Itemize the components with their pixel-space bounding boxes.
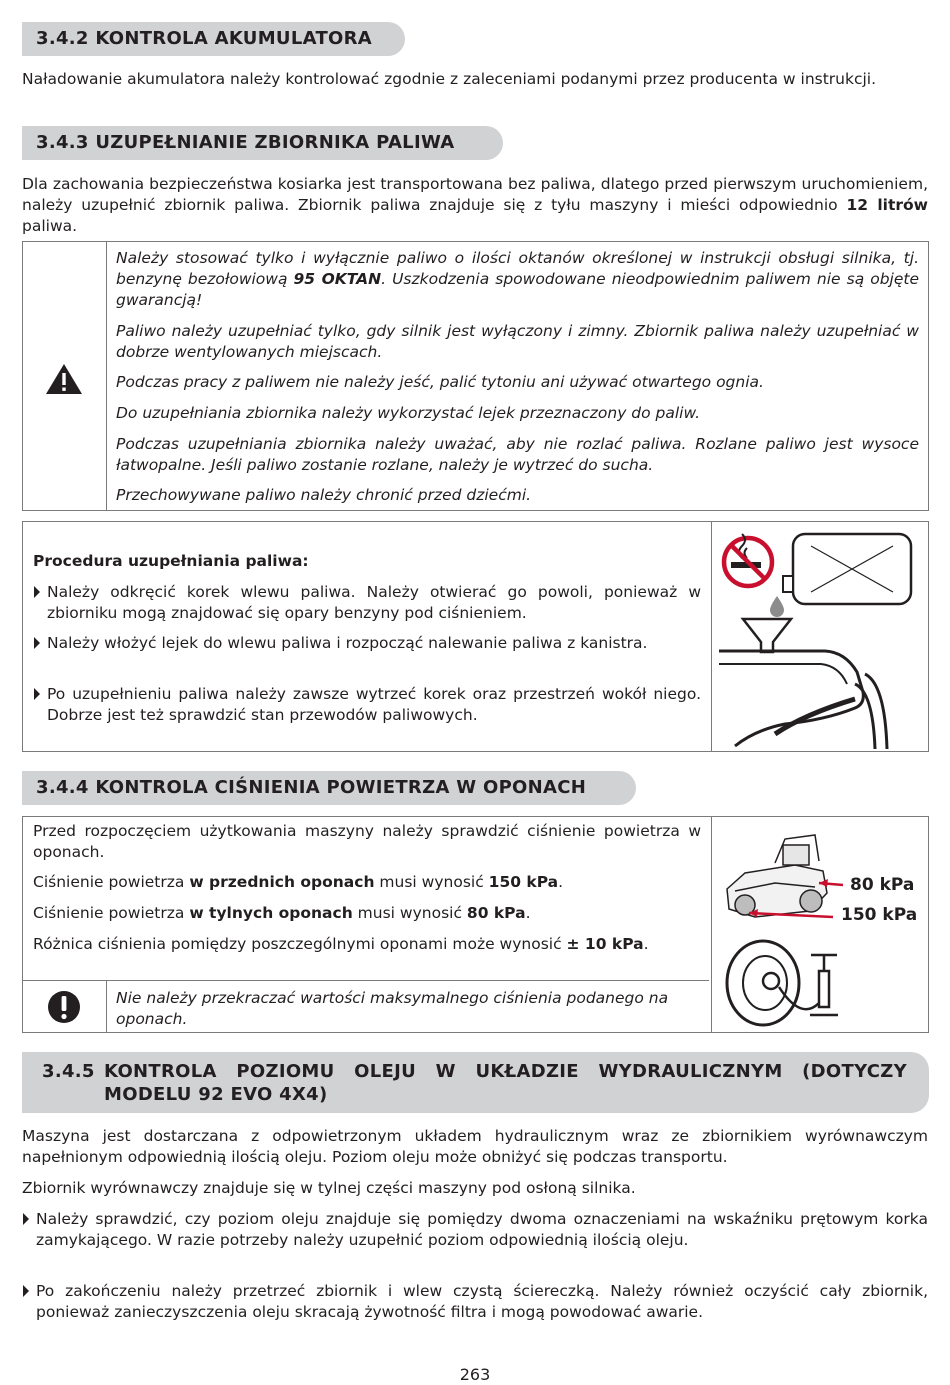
section-heading-3-4-4 xyxy=(22,771,636,805)
fuel-warning-box xyxy=(22,241,929,511)
emphasis-rear: w tylnych oponach xyxy=(189,904,353,922)
text-span: . xyxy=(558,873,564,891)
warning-no-fire: Podczas pracy z paliwem nie należy jeść, palić tytoniu ani używać otwartego ognia. xyxy=(116,373,764,391)
section-title: 3.4.2 KONTROLA AKUMULATORA xyxy=(36,28,373,49)
section-heading-3-4-5 xyxy=(22,1052,929,1113)
paragraph-fuel-intro xyxy=(22,174,928,237)
section-number: 3.4.5 xyxy=(42,1061,95,1082)
emphasis-tolerance: ± 10 kPa xyxy=(566,935,644,953)
section-title-line-2: MODELU 92 EVO 4X4) xyxy=(104,1084,328,1105)
procedure-step-2: Należy włożyć lejek do wlewu paliwa i rozpocząć nalewanie paliwa z kanistra. xyxy=(47,634,648,652)
hydraulic-step-1: Należy sprawdzić, czy poziom oleju znajduje się pomiędzy dwoma oznaczeniami na wskaźniku prętowym korka zamykającego. W razie potrzeby należy uzupełnić poziom odpowiednią ilością oleju. xyxy=(36,1210,928,1249)
tire-difference xyxy=(33,934,701,955)
column-divider xyxy=(106,242,107,510)
procedure-title: Procedura uzupełniania paliwa: xyxy=(33,552,309,570)
bullet-arrow-icon xyxy=(23,1213,29,1225)
emphasis-front-value: 150 kPa xyxy=(488,873,559,891)
section-title: 3.4.4 KONTROLA CIŚNIENIA POWIETRZA W OPONACH xyxy=(36,777,587,798)
bullet-arrow-icon xyxy=(34,688,40,700)
warning-octane xyxy=(116,248,919,311)
bullet-arrow-icon xyxy=(34,637,40,649)
wheel-icon xyxy=(727,941,799,1025)
rear-pressure-label: 80 kPa xyxy=(850,875,915,895)
paragraph-hydraulic-intro: Maszyna jest dostarczana z odpowietrzonym układem hydraulicznym wraz ze zbiornikiem wyrównawczym napełnionym odpowiednią ilością oleju. Poziom oleju może obniżyć się podczas transportu. xyxy=(22,1127,928,1166)
section-heading-3-4-3 xyxy=(22,126,503,160)
emphasis-capacity: 12 litrów xyxy=(846,196,928,214)
bullet-arrow-icon xyxy=(34,586,40,598)
paragraph-battery: Naładowanie akumulatora należy kontrolować zgodnie z zaleceniami podanymi przez producenta w instrukcji. xyxy=(22,70,877,88)
procedure-step-3: Po uzupełnieniu paliwa należy zawsze wytrzeć korek oraz przestrzeń wokół niego. Dobrze jest też sprawdzić stan przewodów paliwowych. xyxy=(47,685,701,724)
text-span: Ciśnienie powietrza xyxy=(33,873,190,891)
front-pressure-label: 150 kPa xyxy=(841,905,918,925)
no-smoking-icon xyxy=(724,534,772,586)
text-span: Ciśnienie powietrza xyxy=(33,904,190,922)
icon-divider xyxy=(106,980,107,1032)
section-title-line-1: KONTROLA POZIOMU OLEJU W UKŁADZIE WYDRAULICZNYM (DOTYCZY xyxy=(104,1061,907,1082)
emphasis-rear-value: 80 kPa xyxy=(466,904,526,922)
text-span: . Uszkodzenia spowodowane nieodpowiednim paliwem nie są objęte gwarancją! xyxy=(116,270,919,309)
text-span: musi wynosić xyxy=(374,873,489,891)
text-span: musi wynosić xyxy=(352,904,467,922)
section-heading-3-4-2 xyxy=(22,22,405,56)
row-divider xyxy=(23,980,709,981)
section-title: 3.4.3 UZUPEŁNIANIE ZBIORNIKA PALIWA xyxy=(36,132,455,153)
text-span: Różnica ciśnienia pomiędzy poszczególnymi oponami może wynosić xyxy=(33,935,567,953)
fuel-procedure-box xyxy=(22,521,929,752)
warning-engine-cold: Paliwo należy uzupełniać tylko, gdy silnik jest wyłączony i zimny. Zbiornik paliwa należy uzupełniać w dobrze wentylowanych miejscach. xyxy=(116,322,919,361)
text-span: . xyxy=(643,935,649,953)
warning-spill: Podczas uzupełniania zbiornika należy uważać, aby nie rozlać paliwa. Rozlane paliwo jest wysoce łatwopalne. Jeśli paliwo zostanie rozlane, należy je wytrzeć do sucha. xyxy=(116,435,919,474)
refueling-illustration xyxy=(715,524,925,749)
tire-rear-pressure xyxy=(33,903,701,924)
page-number: 263 xyxy=(459,1365,491,1384)
tractor-icon xyxy=(727,835,827,917)
warning-triangle-icon xyxy=(45,363,83,395)
tire-pressure-illustration xyxy=(715,821,925,1031)
tire-pressure-box xyxy=(22,816,929,1033)
tire-front-pressure xyxy=(33,872,701,893)
emphasis-octane: 95 OKTAN xyxy=(293,270,382,288)
exclamation-circle-icon xyxy=(47,990,81,1024)
bullet-arrow-icon xyxy=(23,1285,29,1297)
tire-intro: Przed rozpoczęciem użytkowania maszyny należy sprawdzić ciśnienie powietrza w oponach. xyxy=(33,822,701,861)
text-span: paliwa. xyxy=(22,217,78,235)
warning-funnel: Do uzupełniania zbiornika należy wykorzystać lejek przeznaczony do paliw. xyxy=(116,404,701,422)
text-span: Dla zachowania bezpieczeństwa kosiarka jest transportowana bez paliwa, dlatego przed pierwszym uruchomieniem, należy uzupełnić zbiornik paliwa. Zbiornik paliwa znajduje się z tyłu maszyny i mieści odpowiednio xyxy=(22,175,928,214)
warning-children: Przechowywane paliwo należy chronić przed dziećmi. xyxy=(116,486,532,504)
hydraulic-step-2: Po zakończeniu należy przetrzeć zbiornik i wlew czystą ściereczką. Należy również oczyścić cały zbiornik, ponieważ zanieczyszczenia oleju skracają żywotność filtra i mogą powodować awarie. xyxy=(36,1282,928,1321)
text-span: . xyxy=(525,904,531,922)
tire-max-pressure-notice: Nie należy przekraczać wartości maksymalnego ciśnienia podanego na oponach. xyxy=(116,989,669,1028)
paragraph-reservoir-location: Zbiornik wyrównawczy znajduje się w tylnej części maszyny pod osłoną silnika. xyxy=(22,1179,636,1197)
emphasis-front: w przednich oponach xyxy=(189,873,375,891)
procedure-step-1: Należy odkręcić korek wlewu paliwa. Należy otwierać go powoli, ponieważ w zbiorniku mogą znajdować się opary benzyny pod ciśnieniem. xyxy=(47,583,701,622)
column-divider xyxy=(711,817,712,1032)
text-span: Należy stosować tylko i wyłącznie paliwo o ilości oktanów określonej w instrukcji obsługi silnika, tj. benzynę bezołowiową xyxy=(116,249,919,288)
column-divider xyxy=(711,522,712,751)
